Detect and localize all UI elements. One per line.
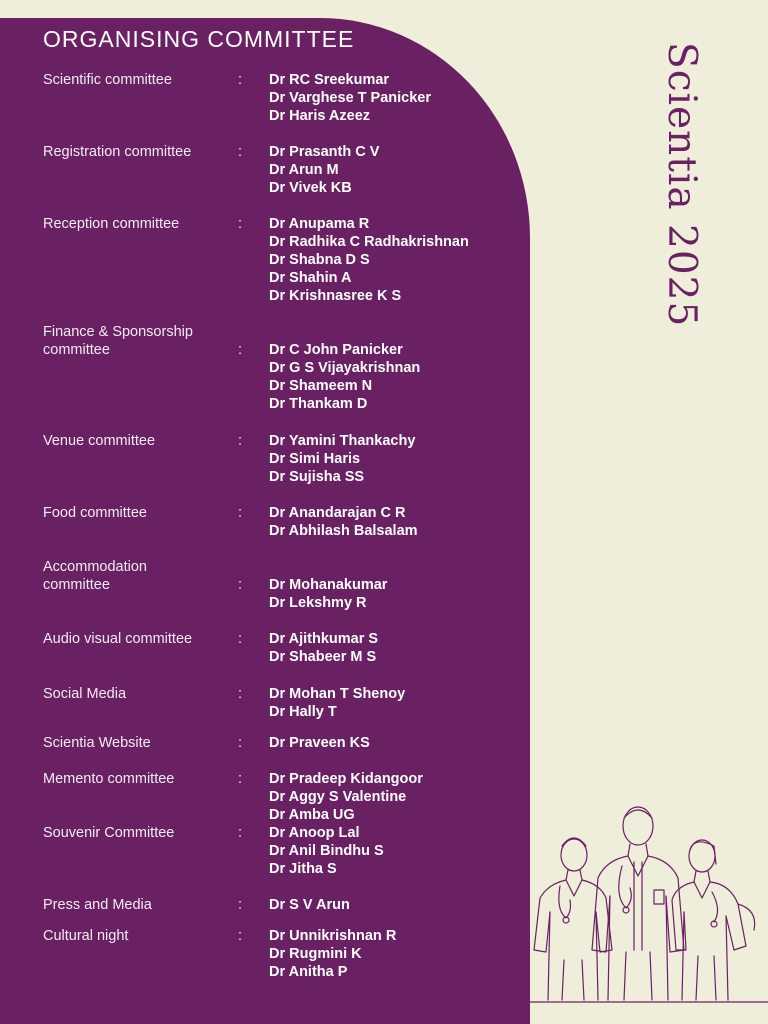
member-name: Dr Shabeer M S bbox=[269, 649, 377, 665]
doctor-left-figure bbox=[534, 838, 612, 1000]
member-name: Dr Varghese T Panicker bbox=[269, 90, 431, 106]
doctor-center-figure bbox=[592, 807, 684, 1000]
separator: : bbox=[238, 686, 243, 702]
member-name: Dr Jitha S bbox=[269, 861, 337, 877]
committee-members bbox=[269, 576, 387, 612]
doctors-illustration bbox=[526, 800, 768, 1010]
committee-name: Scientific committee bbox=[43, 72, 172, 88]
member-name: Dr RC Sreekumar bbox=[269, 72, 390, 88]
member-name: Dr Mohanakumar bbox=[269, 577, 388, 593]
committee-members bbox=[269, 927, 396, 981]
doctor-right-figure bbox=[672, 840, 755, 1000]
committee-members bbox=[269, 630, 378, 666]
member-name: Dr Pradeep Kidangoor bbox=[269, 771, 423, 787]
committee-members bbox=[269, 770, 423, 824]
committee-members bbox=[269, 71, 431, 125]
page-heading: ORGANISING COMMITTEE bbox=[43, 26, 355, 52]
event-title: Scientia 2025 bbox=[659, 42, 704, 328]
member-name: Dr S V Arun bbox=[269, 897, 350, 913]
committee-name: Venue committee bbox=[43, 433, 156, 449]
separator: : bbox=[238, 72, 243, 88]
member-name: Dr Shahin A bbox=[269, 270, 352, 286]
member-name: Dr Radhika C Radhakrishnan bbox=[269, 234, 469, 250]
member-name: Dr Krishnasree K S bbox=[269, 288, 402, 304]
member-name: Dr Vivek KB bbox=[269, 180, 352, 196]
separator: : bbox=[238, 928, 243, 944]
member-name: Dr Hally T bbox=[269, 704, 337, 720]
member-name: Dr Unnikrishnan R bbox=[269, 928, 397, 944]
committee-members bbox=[269, 896, 350, 914]
separator: : bbox=[238, 342, 243, 358]
separator: : bbox=[238, 144, 243, 160]
committee-members bbox=[269, 734, 370, 752]
committee-members bbox=[269, 432, 415, 486]
member-name: Dr Abhilash Balsalam bbox=[269, 523, 418, 539]
member-name: Dr C John Panicker bbox=[269, 342, 403, 358]
separator: : bbox=[238, 897, 243, 913]
committee-name: Reception committee bbox=[43, 216, 180, 232]
committee-name: Memento committee bbox=[43, 771, 175, 787]
member-name: Dr Shameem N bbox=[269, 378, 373, 394]
committee-name: Souvenir Committee bbox=[43, 825, 175, 841]
member-name: Dr Anoop Lal bbox=[269, 825, 360, 841]
separator: : bbox=[238, 825, 243, 841]
committee-name: Scientia Website bbox=[43, 735, 151, 751]
member-name: Dr Rugmini K bbox=[269, 946, 362, 962]
committee-name: Audio visual committee bbox=[43, 631, 193, 647]
committee-name: Accommodation committee bbox=[43, 559, 147, 593]
member-name: Dr Haris Azeez bbox=[269, 108, 371, 124]
separator: : bbox=[238, 433, 243, 449]
member-name: Dr Anandarajan C R bbox=[269, 505, 406, 521]
committee-name: Finance & Sponsorship committee bbox=[43, 324, 193, 358]
committee-name: Food committee bbox=[43, 505, 147, 521]
separator: : bbox=[238, 577, 243, 593]
member-name: Dr Simi Haris bbox=[269, 451, 361, 467]
separator: : bbox=[238, 216, 243, 232]
committee-members bbox=[269, 215, 469, 305]
separator: : bbox=[238, 771, 243, 787]
member-name: Dr Arun M bbox=[269, 162, 339, 178]
member-name: Dr Aggy S Valentine bbox=[269, 789, 407, 805]
member-name: Dr Lekshmy R bbox=[269, 595, 367, 611]
member-name: Dr Thankam D bbox=[269, 396, 368, 412]
member-name: Dr Mohan T Shenoy bbox=[269, 686, 406, 702]
separator: : bbox=[238, 631, 243, 647]
member-name: Dr Amba UG bbox=[269, 807, 355, 823]
separator: : bbox=[238, 735, 243, 751]
committee-members bbox=[269, 143, 379, 197]
member-name: Dr Prasanth C V bbox=[269, 144, 380, 160]
member-name: Dr Anitha P bbox=[269, 964, 348, 980]
committee-name: Social Media bbox=[43, 686, 127, 702]
committee-members bbox=[269, 824, 384, 878]
member-name: Dr Anupama R bbox=[269, 216, 370, 232]
member-name: Dr Sujisha SS bbox=[269, 469, 365, 485]
committee-members bbox=[269, 685, 405, 721]
committee-name: Registration committee bbox=[43, 144, 192, 160]
member-name: Dr Shabna D S bbox=[269, 252, 370, 268]
committee-members bbox=[269, 504, 418, 540]
separator: : bbox=[238, 505, 243, 521]
member-name: Dr Yamini Thankachy bbox=[269, 433, 416, 449]
committee-name: Cultural night bbox=[43, 928, 129, 944]
committee-members bbox=[269, 341, 420, 413]
member-name: Dr Praveen KS bbox=[269, 735, 370, 751]
member-name: Dr Anil Bindhu S bbox=[269, 843, 384, 859]
committee-name: Press and Media bbox=[43, 897, 152, 913]
member-name: Dr G S Vijayakrishnan bbox=[269, 360, 421, 376]
member-name: Dr Ajithkumar S bbox=[269, 631, 379, 647]
